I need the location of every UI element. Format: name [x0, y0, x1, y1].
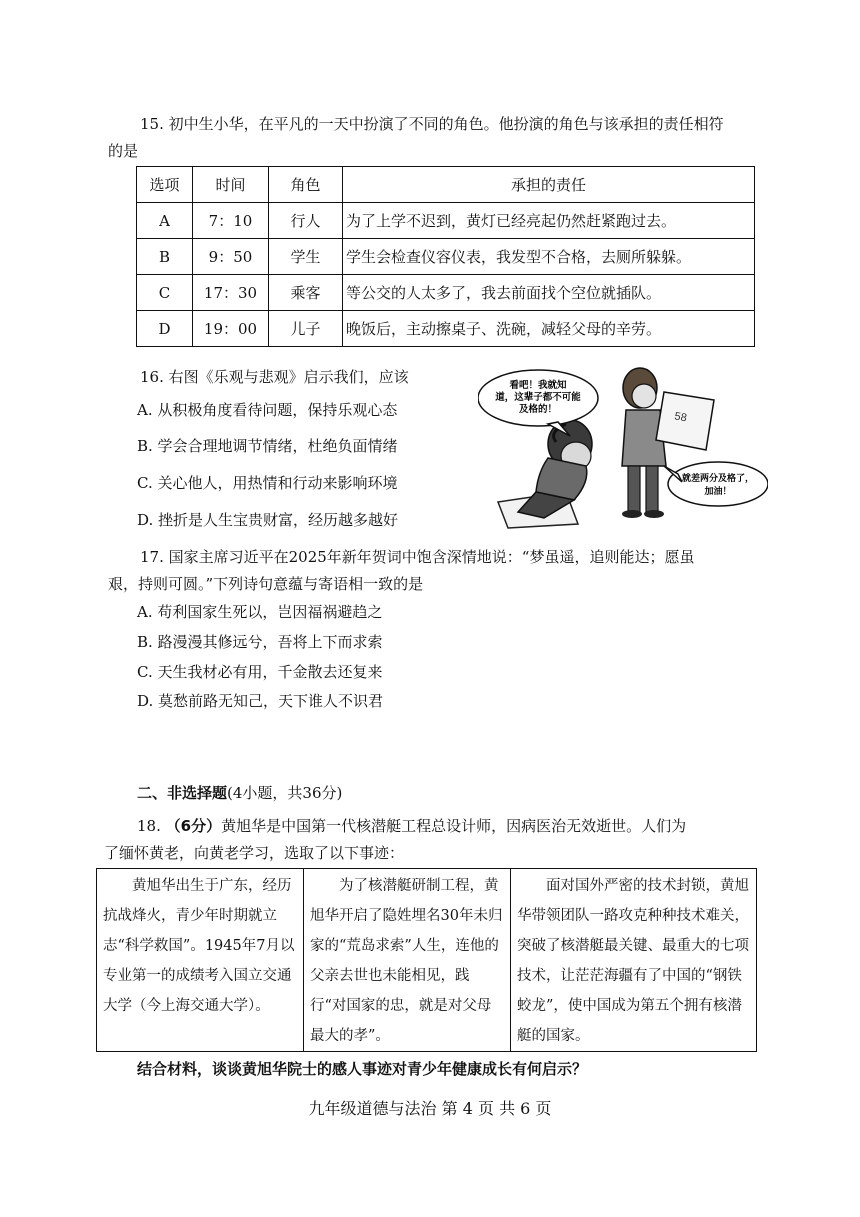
q15-stem-line1: 15. 初中生小华，在平凡的一天中扮演了不同的角色。他扮演的角色与该承担的责任相符 — [140, 115, 724, 133]
bubble-right-line2: 加油！ — [704, 487, 732, 497]
row-role: 行人 — [269, 203, 343, 239]
q18-material-table — [96, 868, 757, 1052]
q17-option-d[interactable]: D. 莫愁前路无知己，天下谁人不识君 — [137, 692, 384, 710]
material-text-1: 黄旭华出生于广东，经历抗战烽火，青少年时期就立志“科学救国”。1945年7月以专业第一的成绩考入国立交通大学（今上海交通大学）。 — [103, 878, 295, 1014]
row-option: B — [137, 239, 193, 275]
q15-stem-line2: 的是 — [108, 142, 139, 160]
q18-number: 18. — [137, 817, 161, 835]
q17-stem-line2: 艰，持则可圆。”下列诗句意蕴与寄语相一致的是 — [108, 575, 424, 593]
material-cell-2 — [304, 869, 511, 1052]
table-row — [137, 239, 755, 275]
bubble-left-line3: 及格的！ — [518, 404, 558, 415]
q16-stem: 16. 右图《乐观与悲观》启示我们，应该 — [140, 368, 409, 386]
section2-note: (4小题，共36分) — [227, 784, 343, 802]
q15-table — [136, 166, 755, 347]
page-footer: 九年级道德与法治 第 4 页 共 6 页 — [308, 1099, 552, 1118]
material-cell-3 — [511, 869, 757, 1052]
row-time: 9：50 — [193, 239, 269, 275]
section2-title: 二、非选择题 — [137, 784, 228, 802]
header-role: 角色 — [269, 167, 343, 203]
row-option: A — [137, 203, 193, 239]
table-row — [137, 203, 755, 239]
q18-intro-line2: 了缅怀黄老，向黄老学习，选取了以下事迹： — [104, 844, 405, 862]
table-header-row — [137, 167, 755, 203]
q16-option-b[interactable]: B. 学会合理地调节情绪，杜绝负面情绪 — [137, 437, 398, 455]
optimism-pessimism-cartoon — [478, 362, 768, 530]
section2-heading — [137, 782, 342, 803]
header-time: 时间 — [193, 167, 269, 203]
q17-option-b[interactable]: B. 路漫漫其修远兮，吾将上下而求索 — [137, 633, 383, 651]
q16-option-a[interactable]: A. 从积极角度看待问题，保持乐观心态 — [137, 401, 398, 419]
q16-option-c[interactable]: C. 关心他人，用热情和行动来影响环境 — [137, 474, 398, 492]
row-time: 19：00 — [193, 311, 269, 347]
table-row — [137, 311, 755, 347]
row-role: 儿子 — [269, 311, 343, 347]
bubble-left-line2: 道，这辈子都不可能 — [495, 392, 581, 403]
row-duty: 学生会检查仪容仪表，我发型不合格，去厕所躲躲。 — [343, 239, 755, 275]
q18-question: 结合材料，谈谈黄旭华院士的感人事迹对青少年健康成长有何启示？ — [137, 1060, 588, 1078]
row-time: 17：30 — [193, 275, 269, 311]
q17-stem-line1: 17. 国家主席习近平在2025年新年贺词中饱含深情地说：“梦虽遥，追则能达；愿虽 — [140, 548, 695, 566]
row-role: 乘客 — [269, 275, 343, 311]
row-duty: 等公交的人太多了，我去前面找个空位就插队。 — [343, 275, 755, 311]
row-time: 7：10 — [193, 203, 269, 239]
bubble-left-line1: 看吧！我就知 — [509, 380, 567, 391]
row-duty: 为了上学不迟到，黄灯已经亮起仍然赶紧跑过去。 — [343, 203, 755, 239]
header-option: 选项 — [137, 167, 193, 203]
table-row — [97, 869, 757, 1052]
header-duty: 承担的责任 — [343, 167, 755, 203]
cartoon-illustration — [478, 362, 768, 530]
bubble-right-line1: 就差两分及格了， — [681, 474, 755, 484]
table-row — [137, 275, 755, 311]
row-option: D — [137, 311, 193, 347]
q18-stem-line1 — [137, 815, 686, 836]
material-text-3: 面对国外严密的技术封锁，黄旭华带领团队一路攻克种种技术难关，突破了核潜艇最关键、最重大的七项技术，让茫茫海疆有了中国的“钢铁蛟龙”，使中国成为第五个拥有核潜艇的国家。 — [517, 878, 749, 1044]
q17-option-a[interactable]: A. 苟利国家生死以，岂因福祸避趋之 — [137, 603, 383, 621]
material-cell-1 — [97, 869, 304, 1052]
row-option: C — [137, 275, 193, 311]
row-duty: 晚饭后，主动擦桌子、洗碗，减轻父母的辛劳。 — [343, 311, 755, 347]
q17-option-c[interactable]: C. 天生我材必有用，千金散去还复来 — [137, 663, 383, 681]
q18-intro-line1: 黄旭华是中国第一代核潜艇工程总设计师，因病医治无效逝世。人们为 — [221, 817, 687, 835]
material-text-2: 为了核潜艇研制工程，黄旭华开启了隐姓埋名30年未归家的“荒岛求索”人生，连他的父亲去世也未能相见，践行“对国家的忠，就是对父母最大的孝”。 — [310, 878, 503, 1044]
row-role: 学生 — [269, 239, 343, 275]
q16-option-d[interactable]: D. 挫折是人生宝贵财富，经历越多越好 — [137, 511, 399, 529]
q18-score: （6分） — [165, 817, 222, 835]
svg-text:58: 58 — [673, 410, 688, 425]
